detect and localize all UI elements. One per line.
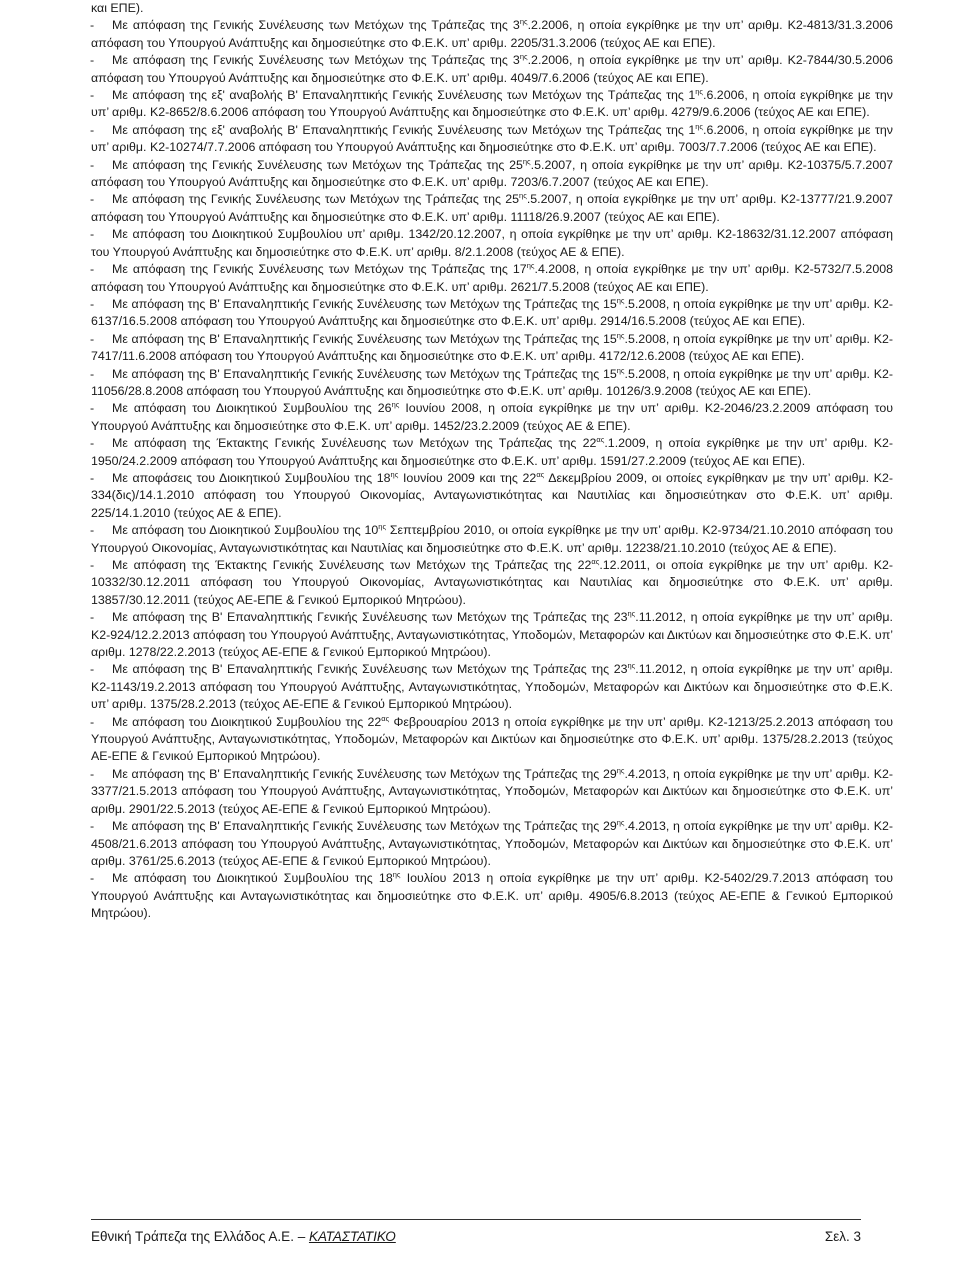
ordinal-suffix: ης	[616, 330, 625, 340]
ordinal-suffix: ης	[522, 156, 531, 166]
footer-title: Εθνική Τράπεζα της Ελλάδος Α.Ε. – ΚΑΤΑΣΤΑΤΙΚΟ	[91, 1229, 396, 1244]
ordinal-suffix: ης	[519, 191, 527, 201]
item-text: Με απόφαση της Β' Επαναληπτικής Γενικής Συνέλευσης των Μετόχων της Τράπεζας της 15	[112, 296, 617, 311]
item-text: .5.2008, η οποία εγκρίθηκε με την υπ’ αριθμ. Κ2-11056/28.8.2008 απόφαση του Υπουργού Ανάπτυξης και δημοσιεύτηκε στο Φ.Ε.Κ. υπ’ αριθμ. 10126/3.9.2008 (τεύχος ΑΕ και ΕΠΕ).	[91, 366, 893, 398]
list-item	[91, 714, 893, 766]
list-dash: -	[90, 122, 95, 137]
item-text: Με απόφαση της Γενικής Συνέλευσης των Μετόχων της Τράπεζας της 25	[112, 157, 523, 172]
list-item	[91, 400, 893, 435]
item-text: Με απόφαση της εξ' αναβολής Β' Επαναληπτικής Γενικής Συνέλευσης των Μετόχων της Τράπεζας της 1	[112, 88, 696, 103]
ordinal-suffix: ης	[616, 295, 625, 305]
item-text: Με απόφαση του Διοικητικού Συμβουλίου της 10	[112, 523, 379, 538]
item-text: .5.2008, η οποία εγκρίθηκε με την υπ’ αριθμ. Κ2-6137/16.5.2008 απόφαση του Υπουργού Ανάπτυξης και δημοσιεύτηκε στο Φ.Ε.Κ. υπ’ αριθμ. 2914/16.5.2008 (τεύχος ΑΕ και ΕΠΕ).	[91, 296, 893, 329]
ordinal-suffix: ης	[526, 260, 535, 270]
list-item	[91, 870, 893, 922]
ordinal-suffix: ης	[695, 86, 704, 96]
list-dash: -	[90, 610, 95, 625]
item-text: Με απόφαση της Έκτακτης Γενικής Συνέλευσης των Μετόχων της Τράπεζας της 22	[112, 558, 592, 572]
list-dash: -	[90, 871, 95, 886]
list-dash: -	[90, 227, 95, 242]
list-item	[91, 191, 893, 226]
ordinal-suffix: ης	[627, 609, 636, 619]
item-text: Ιουνίου 2009 και της 22	[398, 470, 537, 485]
item-text: Ιουνίου 2008, η οποία εγκρίθηκε με την υπ’ αριθμ. Κ2-2046/23.2.2009 απόφαση του Υπουργού Ανάπτυξης και δημοσιεύτηκε στο Φ.Ε.Κ. υπ’ αριθμ. 1452/23.2.2009 (τεύχος ΑΕ & ΕΠΕ).	[91, 401, 893, 433]
ordinal-suffix: ης	[695, 121, 704, 131]
item-text: Με απόφαση του Διοικητικού Συμβουλίου της 22	[112, 714, 382, 729]
item-text: Με απόφαση της εξ' αναβολής Β' Επαναληπτικής Γενικής Συνέλευσης των Μετόχων της Τράπεζας της 1	[112, 122, 696, 137]
list-item	[91, 766, 893, 818]
list-dash: -	[90, 262, 95, 277]
list-item	[91, 226, 893, 261]
list-item	[91, 17, 893, 52]
list-item	[91, 331, 893, 366]
item-text: .4.2008, η οποία εγκρίθηκε με την υπ’ αριθμ. Κ2-5732/7.5.2008 απόφαση του Υπουργού Ανάπτυξης και δημοσιεύτηκε στο Φ.Ε.Κ. υπ’ αριθμ. 2621/7.5.2008 (τεύχος ΑΕ και ΕΠΕ).	[91, 262, 893, 294]
list-item	[91, 435, 893, 470]
item-text: Με απόφαση της Β' Επαναληπτικής Γενικής Συνέλευσης των Μετόχων της Τράπεζας της 15	[112, 331, 617, 346]
ordinal-suffix: ας	[536, 469, 545, 479]
ordinal-suffix: ης	[616, 765, 625, 775]
item-text: .2.2006, η οποία εγκρίθηκε με την υπ’ αριθμ. Κ2-7844/30.5.2006 απόφαση του Υπουργού Ανάπτυξης και δημοσιεύτηκε στο Φ.Ε.Κ. υπ’ αριθμ. 4049/7.6.2006 (τεύχος ΑΕ και ΕΠΕ).	[91, 53, 893, 85]
item-text: Με απόφαση της Β' Επαναληπτικής Γενικής Συνέλευσης των Μετόχων της Τράπεζας της 23	[112, 662, 628, 677]
continuation-line: και ΕΠΕ).	[91, 1, 144, 15]
item-text: .6.2006, η οποία εγκρίθηκε με την υπ’ αριθμ. Κ2-10274/7.7.2006 απόφαση του Υπουργού Ανάπτυξης και δημοσιεύτηκε στο Φ.Ε.Κ. υπ’ αριθμ. 7003/7.7.2006 (τεύχος ΑΕ και ΕΠΕ).	[91, 122, 893, 155]
item-text: .6.2006, η οποία εγκρίθηκε με την υπ’ αριθμ. Κ2-8652/8.6.2006 απόφαση του Υπουργού Ανάπτυξης και δημοσιεύτηκε στο Φ.Ε.Κ. υπ’ αριθμ. 4279/9.6.2006 (τεύχος ΑΕ και ΕΠΕ).	[91, 88, 893, 120]
list-dash: -	[90, 88, 95, 103]
amendment-list	[91, 17, 893, 922]
item-text: Με απόφαση της Β' Επαναληπτικής Γενικής Συνέλευσης των Μετόχων της Τράπεζας της 23	[112, 610, 628, 625]
list-dash: -	[90, 662, 95, 677]
list-item	[91, 87, 893, 122]
ordinal-suffix: ης	[390, 469, 399, 479]
list-dash: -	[90, 766, 95, 781]
item-text: Με απόφαση της Γενικής Συνέλευσης των Μετόχων της Τράπεζας της 17	[112, 262, 527, 277]
item-text: Με απόφαση της Β' Επαναληπτικής Γενικής Συνέλευσης των Μετόχων της Τράπεζας της 29	[112, 766, 617, 781]
list-dash: -	[90, 18, 95, 33]
list-dash: -	[90, 366, 95, 381]
list-item	[91, 157, 893, 192]
list-dash: -	[90, 157, 95, 172]
list-dash: -	[90, 714, 95, 729]
ordinal-suffix: ης	[519, 17, 528, 27]
ordinal-suffix: ης	[519, 52, 528, 62]
page-number: Σελ. 3	[824, 1229, 861, 1244]
footer-divider	[91, 1219, 861, 1220]
item-text: .11.2012, η οποία εγκρίθηκε με την υπ’ αριθμ. Κ2-1143/19.2.2013 απόφαση του Υπουργού Ανάπτυξης, Ανταγωνιστικότητας, Υποδομών, Μεταφορών και Δικτύων και δημοσιεύτηκε στο Φ.Ε.Κ. υπ’ αριθμ. 1375/28.2.2013 (τεύχος ΑΕ-ΕΠΕ & Γενικού Εμπορικού Μητρώου).	[91, 662, 893, 712]
ordinal-suffix: ης	[627, 661, 636, 671]
list-item	[91, 557, 893, 609]
item-text: Με απόφαση του Διοικητικού Συμβουλίου της 18	[112, 871, 393, 886]
list-item	[91, 261, 893, 296]
ordinal-suffix: ης	[616, 817, 625, 827]
ordinal-suffix: ης	[392, 870, 401, 880]
item-text: .4.2013, η οποία εγκρίθηκε με την υπ’ αριθμ. Κ2-4508/21.6.2013 απόφαση του Υπουργού Ανάπτυξης, Ανταγωνιστικότητας, Υποδομών, Μεταφορών και Δικτύων και δημοσιεύτηκε στο Φ.Ε.Κ. υπ’ αριθμ. 3761/25.6.2013 (τεύχος ΑΕ-ΕΠΕ & Γενικού Εμπορικού Μητρώου).	[91, 819, 893, 868]
item-text: Φεβρουαρίου 2013 η οποία εγκρίθηκε με την υπ’ αριθμ. Κ2-1213/25.2.2013 απόφαση του Υπουργού Ανάπτυξης, Ανταγωνιστικότητας, Υποδομών, Μεταφορών και Δικτύων και δημοσιεύτηκε στο Φ.Ε.Κ. υπ’ αριθμ. 1375/28.2.2013 (τεύχος ΑΕ-ΕΠΕ & Γενικού Εμπορικού Μητρώου).	[91, 714, 893, 764]
list-dash: -	[90, 53, 95, 68]
item-text: .1.2009, η οποία εγκρίθηκε με την υπ’ αριθμ. Κ2-1950/24.2.2009 απόφαση του Υπουργού Ανάπτυξης και δημοσιεύτηκε στο Φ.Ε.Κ. υπ’ αριθμ. 1591/27.2.2009 (τεύχος ΑΕ και ΕΠΕ).	[91, 436, 893, 468]
list-dash: -	[90, 401, 95, 416]
list-dash: -	[90, 558, 95, 572]
ordinal-suffix: ης	[616, 365, 625, 375]
item-text: Ιουλίου 2013 η οποία εγκρίθηκε με την υπ’ αριθμ. Κ2-5402/29.7.2013 απόφαση του Υπουργού Ανάπτυξης και Ανταγωνιστικότητας και δημοσιεύτηκε στο Φ.Ε.Κ. υπ’ αριθμ. 4905/6.8.2013 (τεύχος ΑΕ-ΕΠΕ & Γενικού Εμπορικού Μητρώου).	[91, 871, 893, 921]
list-item	[91, 296, 893, 331]
footer-doc-name: ΚΑΤΑΣΤΑΤΙΚΟ	[308, 1229, 396, 1244]
list-dash: -	[90, 436, 95, 451]
item-text: .12.2011, οι οποία εγκρίθηκε με την υπ’ αριθμ. Κ2-10332/30.12.2011 απόφαση του Υπουργού Οικονομίας, Ανταγωνιστικότητας και Ναυτιλίας και δημοσιεύτηκε στο Φ.Ε.Κ. υπ’ αριθμ. 13857/30.12.2011 (τεύχος ΑΕ-ΕΠΕ & Γενικού Εμπορικού Μητρώου).	[91, 558, 894, 607]
item-text: Με απόφαση του Διοικητικού Συμβουλίου της 26	[112, 401, 392, 416]
list-item	[91, 609, 893, 661]
ordinal-suffix: ης	[391, 400, 400, 410]
list-dash: -	[90, 523, 95, 538]
item-text: Με απόφαση της Γενικής Συνέλευσης των Μετόχων της Τράπεζας της 25	[112, 192, 520, 207]
list-dash: -	[90, 296, 95, 311]
item-text: Με απόφαση του Διοικητικού Συμβουλίου υπ’ αριθμ. 1342/20.12.2007, η οποία εγκρίθηκε με την υπ’ αριθμ. Κ2-18632/31.12.2007 απόφαση του Υπουργού Ανάπτυξης και δημοσιεύτηκε στο Φ.Ε.Κ. υπ’ αριθμ. 8/2.1.2008 (τεύχος ΑΕ & ΕΠΕ).	[91, 227, 893, 259]
list-item	[91, 122, 893, 157]
item-text: Σεπτεμβρίου 2010, οι οποία εγκρίθηκε με την υπ’ αριθμ. Κ2-9734/21.10.2010 απόφαση του Υπουργού Οικονομίας, Ανταγωνιστικότητας και Ναυτιλίας και δημοσιεύτηκε στο Φ.Ε.Κ. υπ’ αριθμ. 12238/21.10.2010 (τεύχος ΑΕ & ΕΠΕ).	[91, 523, 893, 555]
list-dash: -	[90, 331, 95, 346]
list-item	[91, 52, 893, 87]
item-text: .5.2008, η οποία εγκρίθηκε με την υπ’ αριθμ. Κ2-7417/11.6.2008 απόφαση του Υπουργού Ανάπτυξης και δημοσιεύτηκε στο Φ.Ε.Κ. υπ’ αριθμ. 4172/12.6.2008 (τεύχος ΑΕ και ΕΠΕ).	[91, 331, 893, 364]
list-item	[91, 661, 893, 713]
item-text: .2.2006, η οποία εγκρίθηκε με την υπ’ αριθμ. Κ2-4813/31.3.2006 απόφαση του Υπουργού Ανάπτυξης και δημοσιεύτηκε στο Φ.Ε.Κ. υπ’ αριθμ. 2205/31.3.2006 (τεύχος ΑΕ και ΕΠΕ).	[91, 18, 893, 50]
list-item	[91, 522, 893, 557]
list-dash: -	[90, 192, 95, 207]
list-dash: -	[90, 819, 95, 834]
ordinal-suffix: ας	[381, 713, 390, 723]
item-text: Δεκεμβρίου 2009, οι οποίες εγκρίθηκαν με την υπ’ αριθμ. Κ2-334(δις)/14.1.2010 απόφαση του Υπουργού Οικονομίας, Ανταγωνιστικότητας και Ναυτιλίας και δημοσιεύτηκαν στο Φ.Ε.Κ. υπ’ αριθμ. 225/14.1.2010 (τεύχος ΑΕ & ΕΠΕ).	[91, 470, 893, 520]
item-text: Με απόφαση της Έκτακτης Γενικής Συνέλευσης των Μετόχων της Τράπεζας της 22	[112, 436, 597, 451]
item-text: Με απόφαση της Γενικής Συνέλευσης των Μετόχων της Τράπεζας της 3	[112, 18, 520, 33]
item-text: Με απόφαση της Β' Επαναληπτικής Γενικής Συνέλευσης των Μετόχων της Τράπεζας της 29	[112, 819, 617, 834]
list-item	[91, 818, 893, 870]
list-item	[91, 470, 893, 522]
item-text: .4.2013, η οποία εγκρίθηκε με την υπ’ αριθμ. Κ2-3377/21.5.2013 απόφαση του Υπουργού Ανάπτυξης, Ανταγωνιστικότητας, Υποδομών, Μεταφορών και Δικτύων και δημοσιεύτηκε στο Φ.Ε.Κ. υπ’ αριθμ. 2901/22.5.2013 (τεύχος ΑΕ-ΕΠΕ & Γενικού Εμπορικού Μητρώου).	[91, 766, 893, 816]
document-body	[91, 0, 893, 923]
ordinal-suffix: ας	[591, 556, 600, 566]
item-text: Με απόφαση της Β' Επαναληπτικής Γενικής Συνέλευσης των Μετόχων της Τράπεζας της 15	[112, 366, 617, 381]
item-text: .11.2012, η οποία εγκρίθηκε με την υπ’ αριθμ. Κ2-924/12.2.2013 απόφαση του Υπουργού Ανάπτυξης, Ανταγωνιστικότητας, Υποδομών, Μεταφορών και Δικτύων και δημοσιεύτηκε στο Φ.Ε.Κ. υπ’ αριθμ. 1278/22.2.2013 (τεύχος ΑΕ-ΕΠΕ & Γενικού Εμπορικού Μητρώου).	[91, 610, 893, 660]
item-text: .5.2007, η οποία εγκρίθηκε με την υπ’ αριθμ. Κ2-10375/5.7.2007 απόφαση του Υπουργού Ανάπτυξης και δημοσιεύτηκε στο Φ.Ε.Κ. υπ’ αριθμ. 7203/6.7.2007 (τεύχος ΑΕ και ΕΠΕ).	[91, 157, 893, 190]
list-dash: -	[90, 470, 95, 485]
item-text: Με απόφαση της Γενικής Συνέλευσης των Μετόχων της Τράπεζας της 3	[112, 53, 520, 68]
ordinal-suffix: ας	[596, 435, 605, 445]
item-text: Με αποφάσεις του Διοικητικού Συμβουλίου της 18	[112, 470, 391, 485]
ordinal-suffix: ης	[378, 522, 387, 532]
list-item	[91, 366, 893, 401]
item-text: .5.2007, η οποία εγκρίθηκε με την υπ’ αριθμ. Κ2-13777/21.9.2007 απόφαση του Υπουργού Ανάπτυξης και δημοσιεύτηκε στο Φ.Ε.Κ. υπ’ αριθμ. 11118/26.9.2007 (τεύχος ΑΕ και ΕΠΕ).	[91, 192, 893, 224]
